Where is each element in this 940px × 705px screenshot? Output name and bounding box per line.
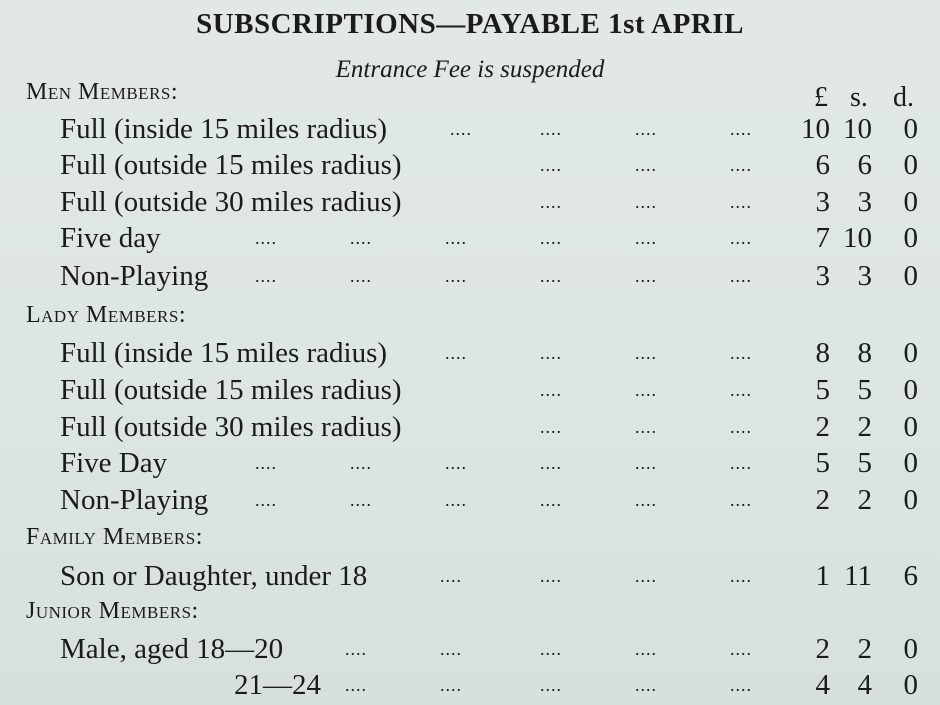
row-label: Full (outside 30 miles radius): [60, 411, 402, 443]
leader-dots: ....: [730, 119, 752, 139]
leader-dots: ....: [635, 192, 657, 212]
leader-dots: ....: [635, 119, 657, 139]
leader-dots: ....: [635, 266, 657, 286]
row-label: Five Day: [60, 447, 168, 479]
leader-dots: ....: [350, 453, 372, 473]
leader-dots: ....: [635, 417, 657, 437]
page-title: SUBSCRIPTIONS—PAYABLE 1st APRIL: [196, 8, 744, 40]
leader-dots: ....: [540, 380, 562, 400]
leader-dots: ....: [350, 266, 372, 286]
leader-dots: ....: [730, 266, 752, 286]
leader-dots: ....: [445, 453, 467, 473]
table-row: [0, 149, 940, 185]
row-label: 21—24: [234, 669, 321, 701]
pounds-value: 2: [815, 411, 830, 443]
leader-dots: ....: [440, 675, 462, 695]
pence-value: 0: [903, 222, 918, 254]
leader-dots: ....: [730, 639, 752, 659]
leader-dots: ....: [730, 417, 752, 437]
row-label: Full (outside 15 miles radius): [60, 374, 402, 406]
leader-dots: ....: [255, 453, 277, 473]
leader-dots: ....: [450, 119, 472, 139]
pounds-value: 3: [815, 260, 830, 292]
leader-dots: ....: [730, 566, 752, 586]
shillings-value: 3: [857, 186, 872, 218]
leader-dots: ....: [540, 566, 562, 586]
section-heading-men: Men Members:: [26, 79, 179, 105]
shillings-value: 2: [857, 484, 872, 516]
table-row: [0, 113, 940, 149]
leader-dots: ....: [440, 566, 462, 586]
pounds-value: 2: [815, 484, 830, 516]
table-row: [0, 633, 940, 669]
leader-dots: ....: [540, 155, 562, 175]
leader-dots: ....: [540, 192, 562, 212]
leader-dots: ....: [445, 490, 467, 510]
shillings-value: 2: [857, 411, 872, 443]
leader-dots: ....: [445, 266, 467, 286]
pence-value: 0: [903, 633, 918, 665]
table-row: [0, 260, 940, 296]
table-row: [0, 222, 940, 258]
shillings-value: 10: [843, 113, 872, 145]
leader-dots: ....: [635, 380, 657, 400]
table-row: [0, 669, 940, 705]
leader-dots: ....: [540, 228, 562, 248]
pounds-value: 3: [815, 186, 830, 218]
page-subtitle: Entrance Fee is suspended: [335, 56, 605, 83]
column-header-shillings: s.: [850, 82, 868, 113]
table-row: [0, 560, 940, 596]
leader-dots: ....: [730, 155, 752, 175]
row-label: Son or Daughter, under 18: [60, 560, 368, 592]
pounds-value: 5: [815, 447, 830, 479]
leader-dots: ....: [540, 490, 562, 510]
leader-dots: ....: [635, 639, 657, 659]
shillings-value: 10: [843, 222, 872, 254]
row-label: Five day: [60, 222, 161, 254]
leader-dots: ....: [635, 343, 657, 363]
table-row: [0, 337, 940, 373]
leader-dots: ....: [445, 343, 467, 363]
leader-dots: ....: [540, 266, 562, 286]
pence-value: 0: [903, 186, 918, 218]
shillings-value: 3: [857, 260, 872, 292]
leader-dots: ....: [345, 639, 367, 659]
shillings-value: 5: [857, 374, 872, 406]
leader-dots: ....: [350, 228, 372, 248]
leader-dots: ....: [540, 639, 562, 659]
leader-dots: ....: [730, 453, 752, 473]
pence-value: 0: [903, 260, 918, 292]
pounds-value: 8: [815, 337, 830, 369]
row-label: Full (inside 15 miles radius): [60, 337, 388, 369]
leader-dots: ....: [255, 228, 277, 248]
row-label: Non-Playing: [60, 260, 209, 292]
table-row: [0, 447, 940, 483]
row-label: Full (outside 15 miles radius): [60, 149, 402, 181]
leader-dots: ....: [255, 490, 277, 510]
pence-value: 0: [903, 149, 918, 181]
pence-value: 0: [903, 447, 918, 479]
row-label: Full (outside 30 miles radius): [60, 186, 402, 218]
table-row: [0, 411, 940, 447]
leader-dots: ....: [730, 380, 752, 400]
leader-dots: ....: [730, 228, 752, 248]
pounds-value: 5: [815, 374, 830, 406]
pounds-value: 1: [815, 560, 830, 592]
leader-dots: ....: [635, 453, 657, 473]
pounds-value: 6: [815, 149, 830, 181]
shillings-value: 4: [857, 669, 872, 701]
leader-dots: ....: [445, 228, 467, 248]
pounds-value: 4: [815, 669, 830, 701]
leader-dots: ....: [345, 675, 367, 695]
leader-dots: ....: [350, 490, 372, 510]
leader-dots: ....: [540, 119, 562, 139]
pence-value: 0: [903, 411, 918, 443]
pounds-value: 7: [815, 222, 830, 254]
row-label: Male, aged 18—20: [60, 633, 284, 665]
leader-dots: ....: [635, 566, 657, 586]
column-header-pounds: £: [814, 82, 828, 113]
table-row: [0, 186, 940, 222]
shillings-value: 5: [857, 447, 872, 479]
shillings-value: 8: [857, 337, 872, 369]
leader-dots: ....: [255, 266, 277, 286]
leader-dots: ....: [540, 417, 562, 437]
pence-value: 0: [903, 374, 918, 406]
leader-dots: ....: [635, 675, 657, 695]
section-heading-family: Family Members:: [26, 524, 203, 550]
table-row: [0, 374, 940, 410]
pounds-value: 2: [815, 633, 830, 665]
leader-dots: ....: [730, 675, 752, 695]
leader-dots: ....: [540, 675, 562, 695]
pence-value: 0: [903, 669, 918, 701]
shillings-value: 11: [844, 560, 872, 592]
row-label: Non-Playing: [60, 484, 209, 516]
leader-dots: ....: [540, 453, 562, 473]
section-heading-junior: Junior Members:: [26, 598, 199, 624]
row-label: Full (inside 15 miles radius): [60, 113, 388, 145]
leader-dots: ....: [635, 155, 657, 175]
leader-dots: ....: [730, 490, 752, 510]
pence-value: 0: [903, 337, 918, 369]
pence-value: 6: [903, 560, 918, 592]
pounds-value: 10: [801, 113, 830, 145]
table-row: [0, 484, 940, 520]
pence-value: 0: [903, 113, 918, 145]
pence-value: 0: [903, 484, 918, 516]
leader-dots: ....: [730, 343, 752, 363]
shillings-value: 6: [857, 149, 872, 181]
section-heading-lady: Lady Members:: [26, 302, 187, 328]
leader-dots: ....: [635, 228, 657, 248]
leader-dots: ....: [440, 639, 462, 659]
leader-dots: ....: [540, 343, 562, 363]
column-header-pence: d.: [893, 82, 914, 113]
leader-dots: ....: [635, 490, 657, 510]
shillings-value: 2: [857, 633, 872, 665]
leader-dots: ....: [730, 192, 752, 212]
